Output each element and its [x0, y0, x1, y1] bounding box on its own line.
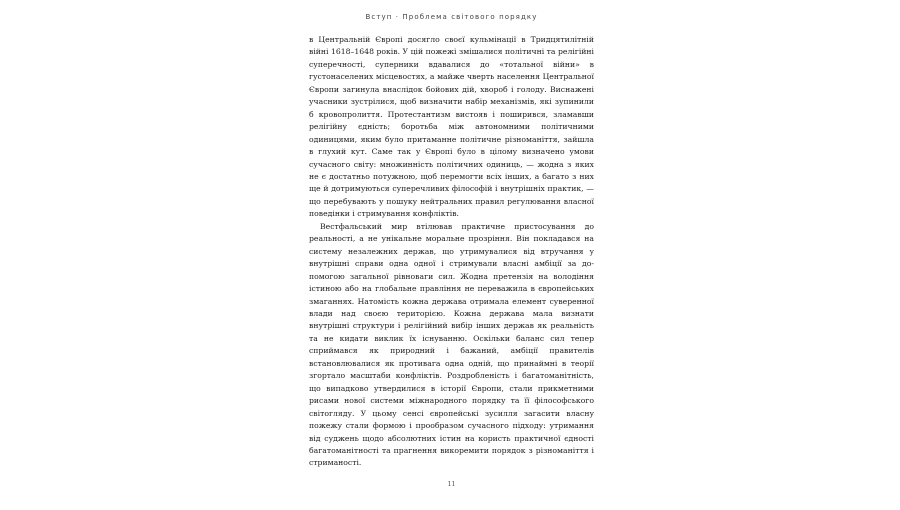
page-number: 11: [447, 479, 456, 488]
paragraph-1: в Центральній Європі досягло своєї кульмінації в Тридцятилітній війні 1618–1648 років. У цій пожежі змішалися політичні та релігійні суперечності, суперники вдавалися до «тотальної війни» в густонаселених місцевостях, а майже чверть населення Центральної Європи загинула внаслідок бойових дій, хвороб і голоду. Виснажені учасники зустрілися, щоб визначити набір механізмів, які зупинили б кровопролиття. Протестантизм вистояв і поширився, зламавши релігійну єдність; боротьба між автономними політичними одиницями, яким було притаманне політичне різноманіття, зайшла в глухий кут. Саме так у Європі було в цілому визначено умови сучасного світу: множинність політичних одиниць, — жодна з яких не є достатньо потужною, щоб перемогти всіх інших, а багато з них ще й дотримуються суперечливих філософій і внутрішніх практик, — що перебувають у пошуку нейтральних правил регулювання власної поведінки і стримування конфліктів.: [309, 35, 594, 219]
body-text: [309, 34, 594, 470]
paragraph-2: Вестфальський мир втілював практичне пристосування до реальності, а не унікальне моральне прозріння. Він покладався на систему незалежних держав, що утримувалися від втручання у внутрішні справи одна одної і стримували власні амбіції за допомогою загальної рівноваги сил. Жодна претензія на володіння істиною або на глобальне правління не переважила в європейських змаганнях. Натомість кожна держава отримала елемент суверенної влади над своєю територією. Кожна держава мала визнати внутрішні структури і релігійний вибір інших держав як реальність та не кидати виклик їх існуванню. Оскільки баланс сил тепер сприймався як природний і бажаний, амбіції правителів встановлювалися як противага одна одній, що принаймні в теорії згортало масштаби конфліктів. Роздробленість і багатоманітність, що випадково утвердилися в історії Європи, стали прикметними рисами нової системи міжнародного порядку та її філософського світогляду. У цьому сенсі європейські зусилля загасити власну пожежу стали формою і прообразом сучасного підходу: утримання від суджень щодо абсолютних істин на користь практичної єдності багатоманітності та прагнення викоремити порядок з різноманіття і стриманості.: [309, 221, 594, 468]
book-page: [309, 12, 594, 502]
running-header: Вступ · Проблема світового порядку: [365, 13, 538, 21]
